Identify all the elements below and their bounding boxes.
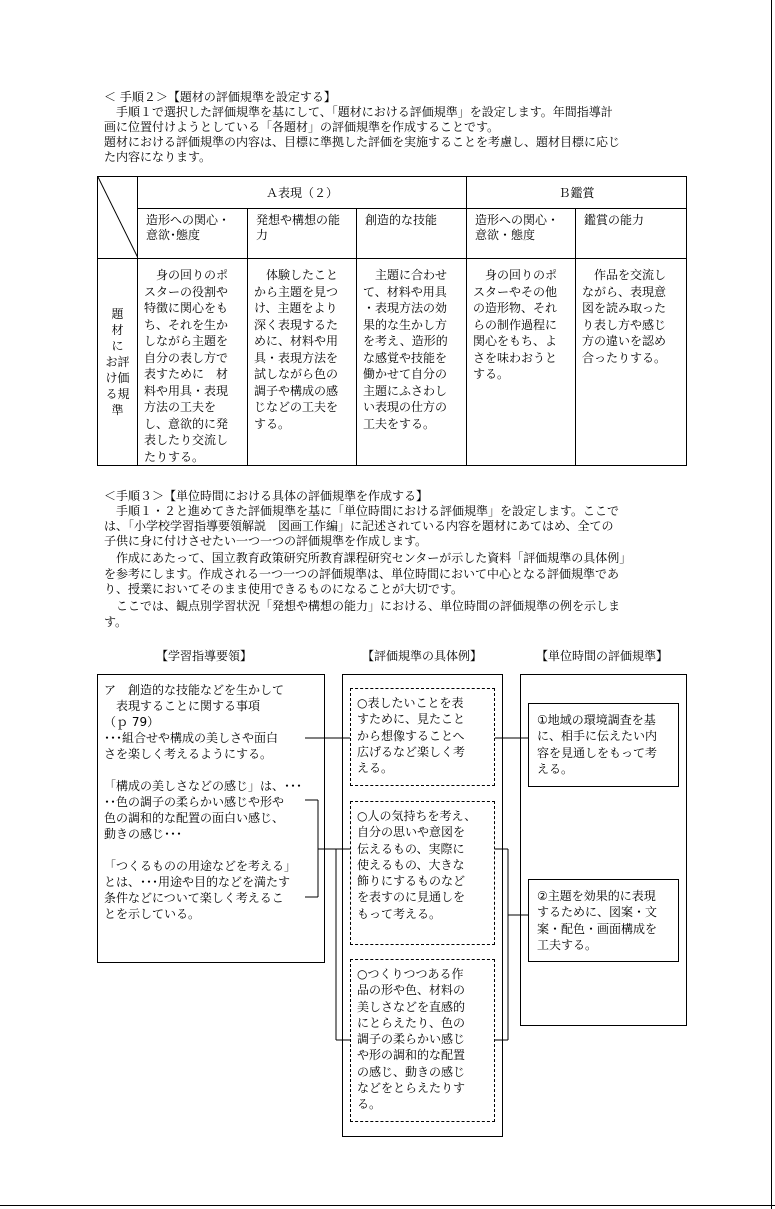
step3-heading: ＜手順３＞【単位時間における具体の評価規準を作成する】 [104,489,429,503]
guideline-text: 「つくるものの用途などを考える」 [104,859,297,873]
criteria-cell: 主題に合わせ て、材料や用具 ・表現方法の効 果的な生かし方 を考え、造形的 な感覚や技能を 働かせて自分の 主題にふさわし い表現の仕方の 工夫をする。 [357,259,467,466]
step2-line: 手順１で選択した評価規準を基にして、「題材における評価規準」を設定します。年間指導計 [104,105,613,119]
criteria-cell: 体験したこと から主題を見つ け、主題をより 深く表現するた めに、材料や用 具・表現方法を 試しながら色の 調子や構成の感 じなどの工夫を する。 [248,259,357,466]
step2-line: 題材における評価規準の内容は、目標に準拠した評価を実施することを考慮し、題材目標に応じ [104,135,621,149]
column-label-interest-a: 造形への関心・ 意欲･態度 [138,209,248,259]
column-label-appreciation: 鑑賞の能力 [576,209,687,259]
step3-line: を参考にします。作成される一つ一つの評価規準は、単位時間において中心となる評価規準であ [104,567,620,581]
example-box: ○つくりつつある作 品の形や色、材料の 美しさなどを直感的 にとらえたり、色の 調子の柔らかい感じ や形の調和的な配置 の感じ、動きの感じ などをとらえたりす る。 [350,959,495,1122]
example-box: ○表したいことを表 すために、見たこと から想像することへ 広げるなど楽しく考 える。 [350,688,495,786]
step3-line: 子供に身に付けさせたい一つ一つの評価規準を作成します。 [104,534,428,548]
column-label-creative-skill: 創造的な技能 [357,209,467,259]
criteria-cell: 身の回りのポ スターやその他 の造形物、それ らの制作過程に 関心をもち、よ さを味わおうと する。 [467,259,576,466]
group-header-a: Ａ表現（２） [138,177,467,209]
guideline-text: 動きの感じ･･･ [104,827,183,841]
guideline-text: ア 創造的な技能などを生かして [104,683,285,697]
criteria-column-title: 【単位時間の評価規準】 [536,649,669,663]
criteria-cell: 身の回りのポ スターの役割や 特徴に関心をも ち、それを生か しながら主題を 自分の表し方で 表すために 材 料や用具・表現 方法の工夫を し、意欲的に発 表したり交流し たりする。 [138,259,248,466]
guideline-text: さを楽しく考えるようにする。 [104,747,273,761]
row-label-criteria: 題 材 に お評 け価 る規 準 [98,259,138,466]
step2-line: 画に位置付けようとしている「各題材」の評価規準を作成することです。 [104,120,500,134]
guideline-text: ･･色の調子の柔らかい感じや形や [104,795,285,809]
examples-column-title: 【評価規準の具体例】 [362,649,483,663]
step2-line: た内容になります。 [104,150,212,164]
guideline-text: ･･･組合せや構成の美しさや面白 [104,731,279,745]
guideline-text: 表現することに関する事項 [104,699,261,713]
guideline-text: （ｐ 79） [104,715,160,729]
step3-line: す。 [104,615,128,629]
guideline-text: とを示している。 [104,907,201,921]
guideline-column-title: 【学習指導要領】 [156,649,253,663]
column-label-interest-b: 造形への関心・ 意欲・態度 [467,209,576,259]
step2-heading: ＜ 手順２＞【題材の評価規準を設定する】 [104,90,336,104]
guideline-text: 条件などについて楽しく考えるこ [104,891,284,905]
criteria-cell: 作品を交流し ながら、表現意 図を読み取った り表し方や感じ 方の違いを認め 合ったりする。 [576,259,687,466]
guideline-text: とは、･･･用途や目的などを満たす [104,875,291,889]
example-box: ○人の気持ちを考え、 自分の思いや意図を 伝えるもの、実際に 使えるもの、大きな 飾りにするものなど を表すのに見通しを もって考える。 [350,801,495,945]
criteria-box: ②主題を効果的に表現 するために、図案・文 案・配色・画面構成を 工夫する。 [528,879,679,962]
step3-line: ここでは、観点別学習状況「発想や構想の能力」における、単位時間の評価規準の例を示しま [104,599,621,613]
guideline-text: 「構成の美しさなどの感じ」は、･･･ [104,779,303,793]
step3-line: 手順１・２と進めてきた評価規準を基に「単位時間における評価規準」を設定します。ここで [104,504,620,518]
column-label-ideation: 発想や構想の能 力 [248,209,357,259]
group-header-b: Ｂ鑑賞 [467,177,687,209]
guideline-text: 色の調和的な配置の面白い感じ、 [104,811,285,825]
step3-line: り、授業においてそのまま使用できるものになることが大切です。 [104,582,464,596]
step3-line: は、「小学校学習指導要領解説 図画工作編」に記述されている内容を題材にあてはめ、全ての [104,519,614,533]
step3-line: 作成にあたって、国立教育政策研究所教育課程研究センターが示した資料「評価規準の具体例」 [104,551,632,565]
criteria-box: ①地域の環境調査を基 に、相手に伝えたい内 容を見通しをもって考 える。 [528,703,679,787]
